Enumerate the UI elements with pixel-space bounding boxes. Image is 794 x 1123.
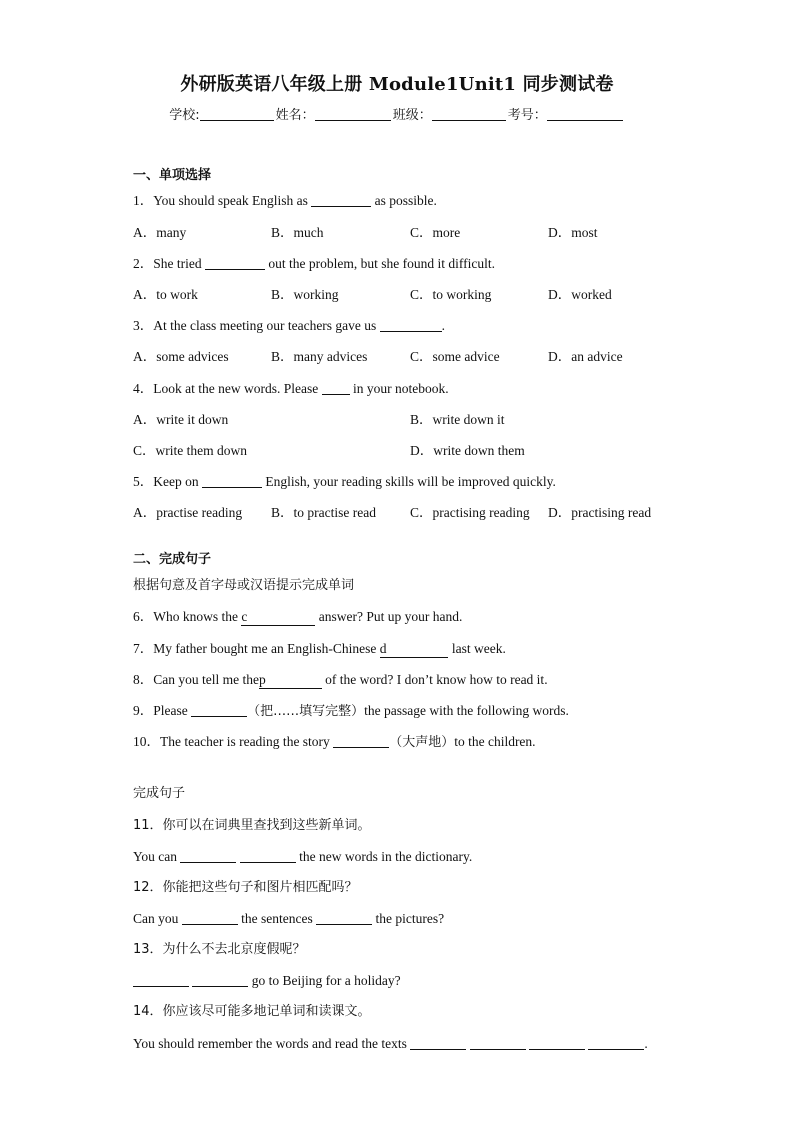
answer-blank[interactable]	[182, 912, 238, 925]
question-text: of the word? I don’t know how to read it.	[325, 672, 548, 687]
question-11-chinese: 11．你可以在词典里查找到这些新单词。	[133, 818, 371, 833]
question-text: Can you	[133, 911, 179, 926]
school-blank[interactable]	[200, 108, 274, 121]
answer-blank[interactable]	[322, 382, 350, 395]
q3-option-b[interactable]: B．many advices	[271, 349, 368, 364]
q2-option-d[interactable]: D．worked	[548, 287, 612, 302]
question-text: 10．The teacher is reading the story	[133, 734, 330, 749]
q4-option-a[interactable]: A．write it down	[133, 412, 229, 427]
q4-option-c[interactable]: C．write them down	[133, 443, 247, 458]
page-title: 外研版英语八年级上册 Module1Unit1 同步测试卷	[180, 74, 614, 95]
q5-option-a[interactable]: A．practise reading	[133, 505, 243, 520]
question-10	[133, 734, 536, 751]
first-letter-hint: p	[258, 672, 266, 687]
question-3	[133, 318, 445, 334]
q1-option-b[interactable]: B．much	[271, 225, 324, 240]
name-label: 姓名：	[275, 108, 315, 123]
question-text: You can	[133, 849, 178, 864]
question-8	[133, 672, 548, 689]
q5-option-c[interactable]: C．practising reading	[410, 505, 530, 520]
q1-option-d[interactable]: D．most	[548, 225, 598, 240]
question-text: 8．Can you tell me the	[133, 672, 259, 687]
section-instruction: 根据句意及首字母或汉语提示完成单词	[133, 578, 355, 593]
section-title-complete-sentences: 二、完成句子	[133, 552, 212, 567]
question-text: the new words in the dictionary.	[299, 849, 473, 864]
chinese-hint: （大声地）	[389, 735, 455, 750]
question-12-chinese: 12．你能把这些句子和图片相匹配吗？	[133, 880, 358, 895]
question-text: 6．Who knows the	[133, 609, 238, 624]
answer-blank[interactable]	[205, 257, 265, 270]
question-5	[133, 474, 556, 490]
q3-option-c[interactable]: C．some advice	[410, 349, 500, 364]
q1-option-a[interactable]: A．many	[133, 225, 187, 240]
q4-option-d[interactable]: D．write down them	[410, 443, 525, 458]
question-text: to the children.	[454, 734, 536, 749]
question-2	[133, 256, 495, 272]
q2-option-b[interactable]: B．working	[271, 287, 339, 302]
answer-blank[interactable]	[311, 194, 371, 207]
question-text: 1．You should speak English as	[133, 193, 308, 208]
q5-option-d[interactable]: D．practising read	[548, 505, 652, 520]
question-text: .	[644, 1036, 648, 1051]
answer-blank[interactable]	[191, 704, 247, 717]
answer-blank[interactable]	[410, 1037, 466, 1050]
question-text: 7．My father bought me an English-Chinese	[133, 641, 377, 656]
question-text: 4．Look at the new words. Please	[133, 381, 319, 396]
question-text: go to Beijing for a holiday?	[251, 973, 401, 988]
question-7	[133, 641, 506, 658]
class-label: 班级：	[392, 108, 432, 123]
answer-blank[interactable]	[316, 912, 372, 925]
section-title-translation: 完成句子	[133, 786, 186, 801]
question-text: in your notebook.	[352, 381, 449, 396]
answer-blank[interactable]	[192, 974, 248, 987]
q4-option-b[interactable]: B．write down it	[410, 412, 505, 427]
student-info-line	[0, 104, 794, 123]
question-text: as possible.	[374, 193, 437, 208]
question-text: 3．At the class meeting our teachers gave us	[133, 318, 377, 333]
question-text: out the problem, but she found it difficult.	[268, 256, 495, 271]
answer-blank[interactable]	[240, 850, 296, 863]
answer-blank[interactable]	[333, 735, 389, 748]
number-blank[interactable]	[547, 108, 623, 121]
question-11	[133, 849, 472, 865]
question-12	[133, 911, 444, 927]
q3-option-d[interactable]: D．an advice	[548, 349, 623, 364]
number-label: 考号：	[507, 108, 547, 123]
question-14	[133, 1036, 648, 1052]
q2-option-c[interactable]: C．to working	[410, 287, 492, 302]
question-1	[133, 193, 437, 209]
answer-blank[interactable]	[529, 1037, 585, 1050]
question-14-chinese: 14．你应该尽可能多地记单词和读课文。	[133, 1004, 371, 1019]
question-text: the passage with the following words.	[364, 703, 569, 718]
q1-option-c[interactable]: C．more	[410, 225, 461, 240]
question-text: 5．Keep on	[133, 474, 199, 489]
q5-option-b[interactable]: B．to practise read	[271, 505, 376, 520]
q2-option-a[interactable]: A．to work	[133, 287, 198, 302]
section-title-multiple-choice: 一、单项选择	[133, 168, 212, 183]
first-letter-hint: c	[241, 609, 248, 624]
question-6	[133, 609, 462, 626]
answer-blank[interactable]	[380, 641, 449, 658]
question-text: last week.	[451, 641, 506, 656]
question-text: English, your reading skills will be improved quickly.	[265, 474, 556, 489]
answer-blank[interactable]	[202, 475, 262, 488]
chinese-hint: （把……填写完整）	[247, 704, 365, 719]
answer-blank[interactable]	[380, 319, 442, 332]
answer-blank[interactable]	[241, 609, 315, 626]
name-blank[interactable]	[315, 108, 391, 121]
answer-blank[interactable]	[133, 974, 189, 987]
answer-blank[interactable]	[180, 850, 236, 863]
question-text: .	[441, 318, 446, 333]
question-text: answer? Put up your hand.	[318, 609, 463, 624]
first-letter-hint: d	[379, 641, 387, 656]
question-13	[133, 973, 401, 989]
question-text: the sentences	[241, 911, 313, 926]
answer-blank[interactable]	[259, 672, 322, 689]
class-blank[interactable]	[432, 108, 506, 121]
question-text: You should remember the words and read the texts	[133, 1036, 407, 1051]
question-text: the pictures?	[375, 911, 445, 926]
question-4	[133, 381, 449, 397]
question-13-chinese: 13．为什么不去北京度假呢？	[133, 942, 306, 957]
question-text: 2．She tried	[133, 256, 202, 271]
answer-blank[interactable]	[588, 1037, 644, 1050]
question-text: 9．Please	[133, 703, 188, 718]
answer-blank[interactable]	[470, 1037, 526, 1050]
school-label: 学校:	[169, 108, 200, 123]
q3-option-a[interactable]: A．some advices	[133, 349, 229, 364]
question-9	[133, 703, 569, 720]
